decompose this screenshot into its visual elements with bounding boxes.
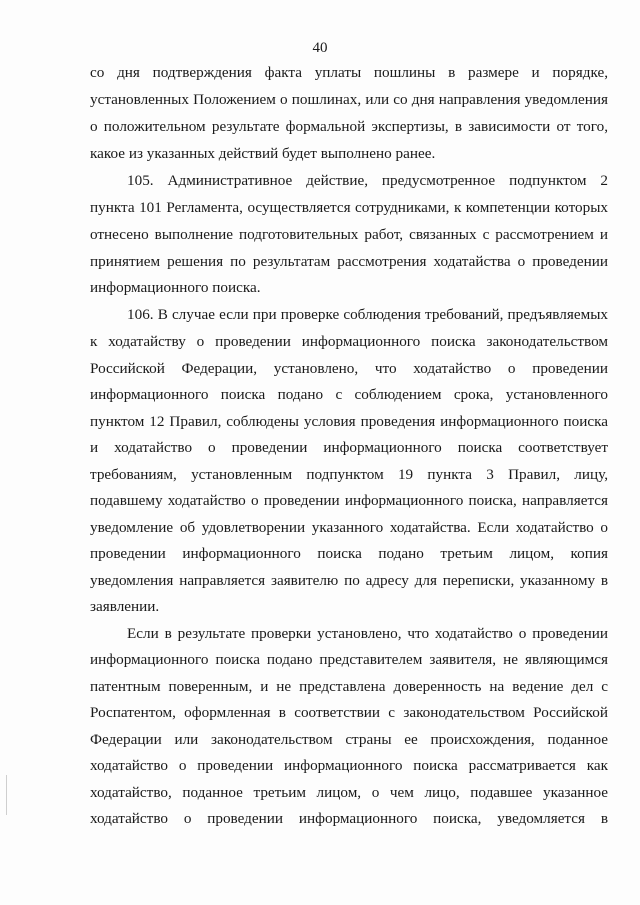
scan-artifact <box>6 775 7 815</box>
text-line: патентным поверенным, и не представлена доверенность на ведение дел с <box>90 678 608 695</box>
text-line: к ходатайству о проведении информационного поиска законодательством <box>90 333 608 350</box>
text-line: принятием решения по результатам рассмотрения ходатайства о проведении <box>90 253 608 270</box>
text-line: Российской Федерации, установлено, что ходатайство о проведении <box>90 360 608 377</box>
text-line: информационного поиска. <box>90 279 261 296</box>
text-line: уведомления направляется заявителю по адресу для переписки, указанному в <box>90 572 608 589</box>
text-line: какое из указанных действий будет выполнено ранее. <box>90 145 436 162</box>
text-line: информационного поиска подано представителем заявителя, не являющимся <box>90 651 608 668</box>
text-line: проведении информационного поиска подано третьим лицом, копия <box>90 545 608 562</box>
text-line: подавшему ходатайство о проведении информационного поиска, направляется <box>90 492 608 509</box>
text-line: ходатайство о проведении информационного поиска, уведомляется в <box>90 810 608 827</box>
page-number: 40 <box>312 40 328 56</box>
text-line: уведомление об удовлетворении указанного ходатайства. Если ходатайство о <box>90 519 608 536</box>
paragraph-106-start: 106. В случае если при проверке соблюдения требований, предъявляемых <box>127 306 608 323</box>
text-line: о положительном результате формальной экспертизы, в зависимости от того, <box>90 118 608 135</box>
paragraph-105-start: 105. Административное действие, предусмотренное подпунктом 2 <box>127 172 608 189</box>
text-line: Роспатентом, оформленная в соответствии с законодательством Российской <box>90 704 608 721</box>
text-line: заявлении. <box>90 598 160 615</box>
text-line: и ходатайство о проведении информационного поиска соответствует <box>90 439 608 456</box>
text-line: ходатайство о проведении информационного поиска рассматривается как <box>90 757 608 774</box>
text-line: ходатайство, поданное третьим лицом, о чем лицо, подавшее указанное <box>90 784 608 801</box>
text-line: со дня подтверждения факта уплаты пошлины в размере и порядке, <box>90 64 608 81</box>
paragraph-continuation-start: Если в результате проверки установлено, что ходатайство о проведении <box>127 625 608 642</box>
text-line: требованиям, установленным подпунктом 19 пункта 3 Правил, лицу, <box>90 466 608 483</box>
text-line: информационного поиска подано с соблюдением срока, установленного <box>90 386 608 403</box>
text-line: установленных Положением о пошлинах, или со дня направления уведомления <box>90 91 608 108</box>
text-line: пункта 101 Регламента, осуществляется сотрудниками, к компетенции которых <box>90 199 608 216</box>
text-line: Федерации или законодательством страны ее происхождения, поданное <box>90 731 608 748</box>
text-line: отнесено выполнение подготовительных работ, связанных с рассмотрением и <box>90 226 608 243</box>
text-line: пунктом 12 Правил, соблюдены условия проведения информационного поиска <box>90 413 608 430</box>
